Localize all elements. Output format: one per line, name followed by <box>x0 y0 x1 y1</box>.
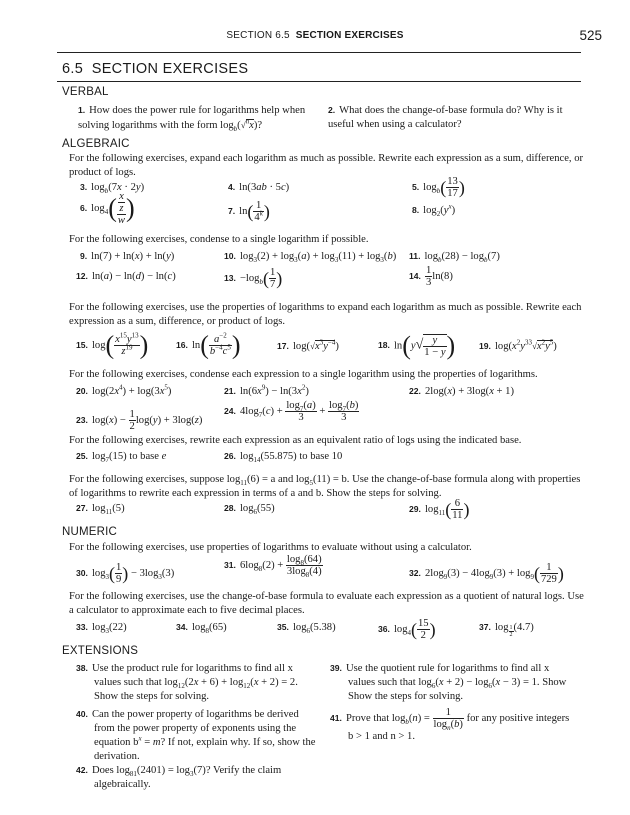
exercise-7: 7. ln( $\frac{1}{4^k}$ ) <box>228 200 270 223</box>
exercise-1: 1. How does the power rule for logarithms help when solving logarithms with the form $\log_b(√^nx)$? <box>78 105 306 134</box>
exercise-32: 32. $2\log_9(3) - 4\log_9(3) + \log_9$( $\frac{1}{729}$ ) <box>409 562 564 585</box>
exercise-24: 24. $4\log_7(c)$ + $\frac{\log_7(a)}{3}$ + $\frac{\log_7(b)}{3}$ <box>224 400 359 423</box>
exercise-28: 28. $\log_6(55)$ <box>224 503 275 517</box>
exercise-26: 26. $\log_{14}(55.875)$ to base 10 <box>224 451 343 465</box>
header-section-prefix: SECTION 6.5 <box>226 30 290 41</box>
exercise-9: 9. ln(7) + ln(x) + ln(y) <box>80 251 175 262</box>
algebraic-intro-5: For the following exercises, rewrite each expression as an equivalent ratio of logs using the indicated base. <box>69 435 522 446</box>
exercise-25: 25. $\log_7(15)$ to base e <box>76 451 167 465</box>
exercise-27: 27. $\log_{11}(5)$ <box>76 503 125 517</box>
exercise-16: 16. ln( $\frac{a^{-2}}{b^{-4}c^5}$ ) <box>176 330 241 360</box>
exercise-38: 38. Use the product rule for logarithms to find all x values such that $\log_{12}(2x + 6) + \log_{12}(x + 2) = 2$. Show the steps for solving. <box>76 663 298 702</box>
exercise-8: 8. $\log_2(y^x)$ <box>412 202 456 219</box>
exercise-13: 13. $-\log_b$( $\frac{1}{7}$ ) <box>224 267 283 290</box>
algebraic-intro-4: For the following exercises, condense each expression to a single logarithm using the properties of logarithms. <box>69 369 538 380</box>
algebraic-intro-2: For the following exercises, condense to a single logarithm if possible. <box>69 234 369 245</box>
exercise-12: 12. ln(a) − ln(d) − ln(c) <box>76 271 176 282</box>
verbal-heading: VERBAL <box>62 86 109 98</box>
algebraic-intro-6: For the following exercises, suppose $\log_{11}(6) = a$ and $\log_5(11) = b$. Use the change-of-base formula along with properties of logarithms to rewrite each expression in terms of a and b. Show the steps for solving. <box>69 474 581 499</box>
header-rule <box>57 52 581 53</box>
exercise-35: 35. $\log_6(5.38)$ <box>277 622 336 636</box>
section-rule <box>57 81 581 82</box>
exercise-11: 11. $\log_b(28) - \log_b(7)$ <box>409 251 500 265</box>
exercise-19: 19. $\log(x^2y^{33}√x^2y^5)$ <box>479 338 557 352</box>
page-number: 525 <box>579 28 602 43</box>
algebraic-heading: ALGEBRAIC <box>62 138 130 150</box>
exercise-39: 39. Use the quotient rule for logarithms to find all x values such that $\log_6(x + 2) - \log_6(x - 3) = 1$. Show Show the steps for solving. <box>330 663 567 702</box>
exercise-20: 20. $\log(2x^4) + \log(3x^5)$ <box>76 383 172 397</box>
exercise-33: 33. $\log_3(22)$ <box>76 622 127 636</box>
exercise-31: 31. $6\log_8(2)$ + $\frac{\log_8(64)}{3\log_8(4)}$ <box>224 554 322 580</box>
exercise-10: 10. $\log_3(2) + \log_3(a) + \log_3(11) + \log_3(b)$ <box>224 251 397 265</box>
exercise-3: 3. $\log_b(7x \cdot 2y)$ <box>80 182 145 196</box>
exercise-1-text: How does the power rule for logarithms help when solving logarithms with the form log <box>78 105 306 131</box>
exercise-5: 5. $\log_b$( $\frac{13}{17}$ ) <box>412 176 465 199</box>
exercise-29: 29. $\log_{11}$( $\frac{6}{11}$ ) <box>409 498 470 521</box>
exercise-6: 6. $\log_4$( $\frac{\frac{x}{z}}{w}$ ) <box>80 191 135 226</box>
section-title-text: SECTION EXERCISES <box>91 61 249 77</box>
exercise-42: 42. Does $\log_{81}(2401) = \log_3(7)$? Verify the claim algebraically. <box>76 765 282 790</box>
extensions-heading: EXTENSIONS <box>62 645 139 657</box>
running-head <box>0 30 630 46</box>
exercise-30: 30. $\log_3$( $\frac{1}{9}$ ) − $3\log_3(3)$ <box>76 562 175 585</box>
exercise-2 <box>328 103 578 132</box>
exercise-41: 41. Prove that $\log_b(n)$ = $\frac{1}{\log_n(b)}$ for any positive integers b > 1 and n > 1. <box>330 707 570 742</box>
exercise-number: 2. <box>328 105 336 115</box>
exercise-2-text: What does the change-of-base formula do? Why is it useful when using a calculator? <box>328 105 563 130</box>
exercise-4: 4. ln(3ab · 5c) <box>228 182 290 193</box>
numeric-heading: NUMERIC <box>62 526 118 538</box>
exercise-17: 17. $\log(√x^3y^{-4})$ <box>277 338 339 352</box>
exercise-37: 37. log $_{\frac{1}{2}}$ (4.7) <box>479 622 534 638</box>
numeric-intro-1: For the following exercises, use properties of logarithms to evaluate without using a calculator. <box>69 542 472 553</box>
exercise-40: 40. Can the power property of logarithms be derived from the power property of exponents using the equation $b^x = m$? If not, explain why. If so, show the derivation. <box>76 709 316 762</box>
exercise-23: 23. log(x) − $\frac{1}{2}$ log(y) + 3log(z) <box>76 409 203 432</box>
algebraic-intro-1: For the following exercises, expand each logarithm as much as possible. Rewrite each expression as a sum, difference, or product of logs. <box>69 153 584 178</box>
exercise-18: 18. ln(y√ $\frac{y}{1 - y}$ ) <box>378 331 456 360</box>
exercise-36: 36. $\log_4$( $\frac{15}{2}$ ) <box>378 618 436 641</box>
exercise-21: 21. $\ln(6x^9) - \ln(3x^2)$ <box>224 383 309 397</box>
section-number: 6.5 <box>62 61 84 77</box>
exercise-22: 22. 2log(x) + 3log(x + 1) <box>409 386 515 397</box>
section-title <box>62 61 248 77</box>
header-section-name: SECTION EXERCISES <box>295 30 404 41</box>
exercise-15: 15. log( $\frac{x^{15}y^{13}}{z^{19}}$ ) <box>76 330 149 360</box>
numeric-intro-2: For the following exercises, use the change-of-base formula to evaluate each expression as a quotient of natural logs. Use a calculator to approximate each to five decimal places. <box>69 591 584 616</box>
exercise-14: 14. $\frac{1}{3}$ ln(8) <box>409 265 453 288</box>
exercise-number: 1. <box>78 105 86 115</box>
exercise-34: 34. $\log_8(65)$ <box>176 622 227 636</box>
algebraic-intro-3: For the following exercises, use the properties of logarithms to expand each logarithm as much as possible. Rewrite each expression as a sum, difference, or product of logs. <box>69 302 582 327</box>
